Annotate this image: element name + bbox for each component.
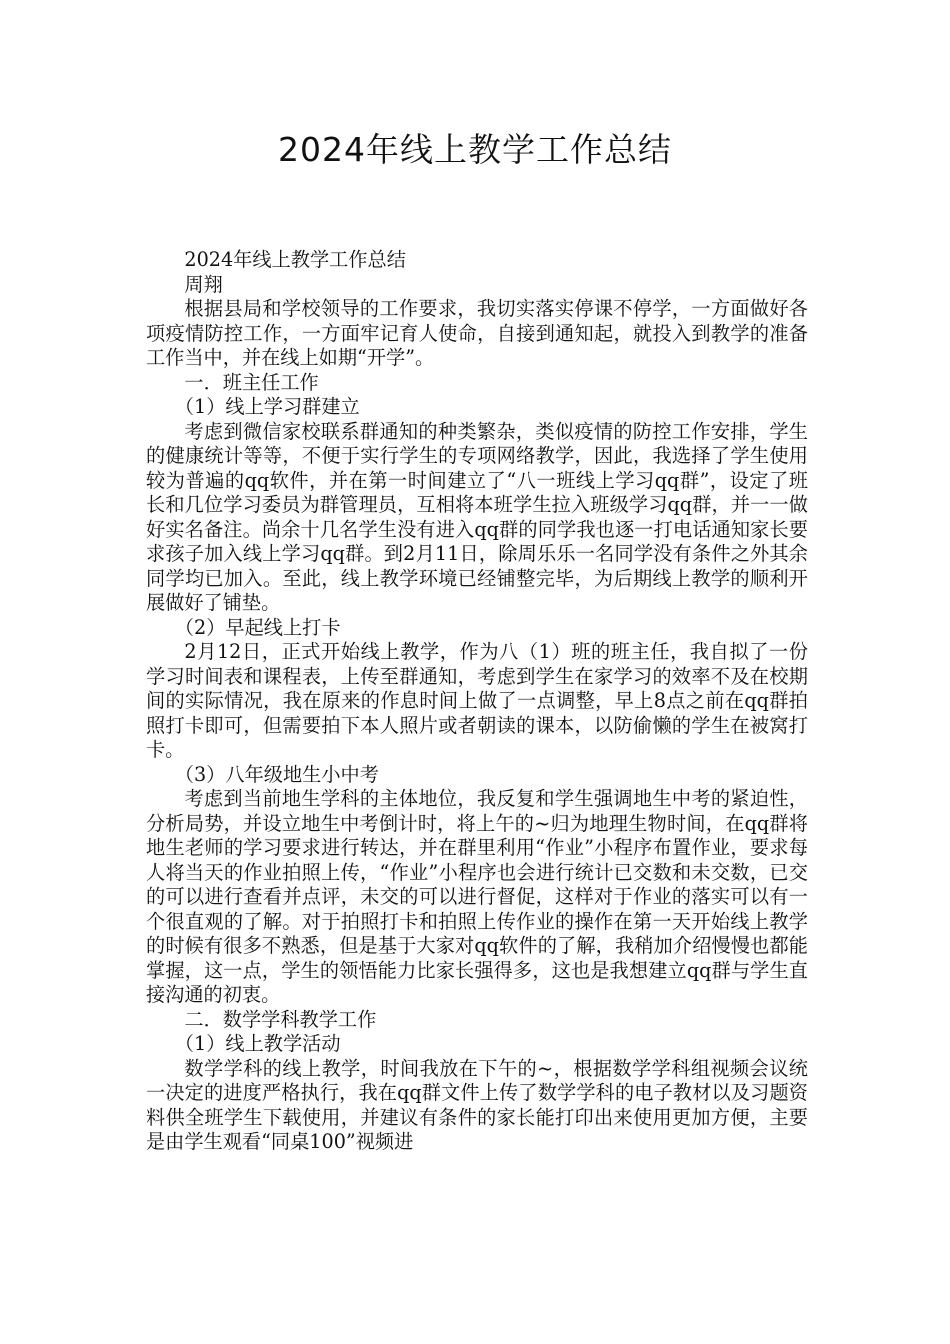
paragraph: 一．班主任工作 — [184, 370, 319, 394]
paragraph: 2024年线上教学工作总结 — [184, 248, 406, 271]
paragraph: 周翔 — [184, 272, 223, 296]
section-subheading: （1）线上学习群建立 — [174, 395, 360, 418]
paragraph: 考虑到微信家校联系群通知的种类繁杂，类似疫情的防控工作安排，学生的健康统计等等，不便于实行学生的专项网络教学，因此，我选择了学生使用较为普遍的qq软件，并在第一时间建立了“八一班线上学习qq群”，设定了班长和几位学习委员为群管理员，互相将本班学生拉入班级学习qq群，并一一做好实名备注。尚余十几名学生没有进入qq群的同学我也逐一打电话通知家长要求孩子加入线上学习qq群。到2月11日，除周乐乐一名同学没有条件之外其余同学均已加入。至此，线上教学环境已经铺整完毕，为后期线上教学的顺利开展做好了铺垫。 — [146, 419, 808, 614]
paragraph: 数学学科的线上教学，时间我放在下午的~，根据数学学科组视频会议统一决定的进度严格执行，我在qq群文件上传了数学学科的电子教材以及习题资料供全班学生下载使用，并建议有条件的家长能打印出来使用更加方便，主要是由学生观看“同桌100”视频进 — [146, 1056, 808, 1153]
paragraph: 考虑到当前地生学科的主体地位，我反复和学生强调地生中考的紧迫性，分析局势，并设立地生中考倒计时，将上午的~归为地理生物时间，在qq群将地生老师的学习要求进行转达，并在群里利用“作业”小程序布置作业，要求每人将当天的作业拍照上传，“作业”小程序也会进行统计已交数和未交数，已交的可以进行查看并点评，未交的可以进行督促，这样对于作业的落实可以有一个很直观的了解。对于拍照打卡和拍照上传作业的操作在第一天开始线上教学的时候有很多不熟悉，但是基于大家对qq软件的了解，我稍加介绍慢慢也都能掌握，这一点，学生的领悟能力比家长强得多，这也是我想建立qq群与学生直接沟通的初衷。 — [146, 787, 808, 1006]
paragraph: 2月12日，正式开始线上教学，作为八（1）班的班主任，我自拟了一份学习时间表和课程表，上传至群通知，考虑到学生在家学习的效率不及在校期间的实际情况，我在原来的作息时间上做了一点调整，早上8点之前在qq群拍照打卡即可，但需要拍下本人照片或者朝读的课本，以防偷懒的学生在被窝打卡。 — [146, 640, 808, 761]
document-title: 2024年线上教学工作总结 — [278, 130, 672, 169]
section-subheading: （1）线上教学活动 — [174, 1032, 341, 1055]
paragraph: 根据县局和学校领导的工作要求，我切实落实停课不停学，一方面做好各项疫情防控工作，一方面牢记育人使命，自接到通知起，就投入到教学的准备工作当中，并在线上如期“开学”。 — [146, 297, 808, 369]
paragraph: 二．数学学科教学工作 — [184, 1007, 377, 1031]
section-subheading: （3）八年级地生小中考 — [174, 762, 379, 786]
document-body — [146, 248, 808, 1155]
section-subheading: （2）早起线上打卡 — [174, 615, 341, 639]
